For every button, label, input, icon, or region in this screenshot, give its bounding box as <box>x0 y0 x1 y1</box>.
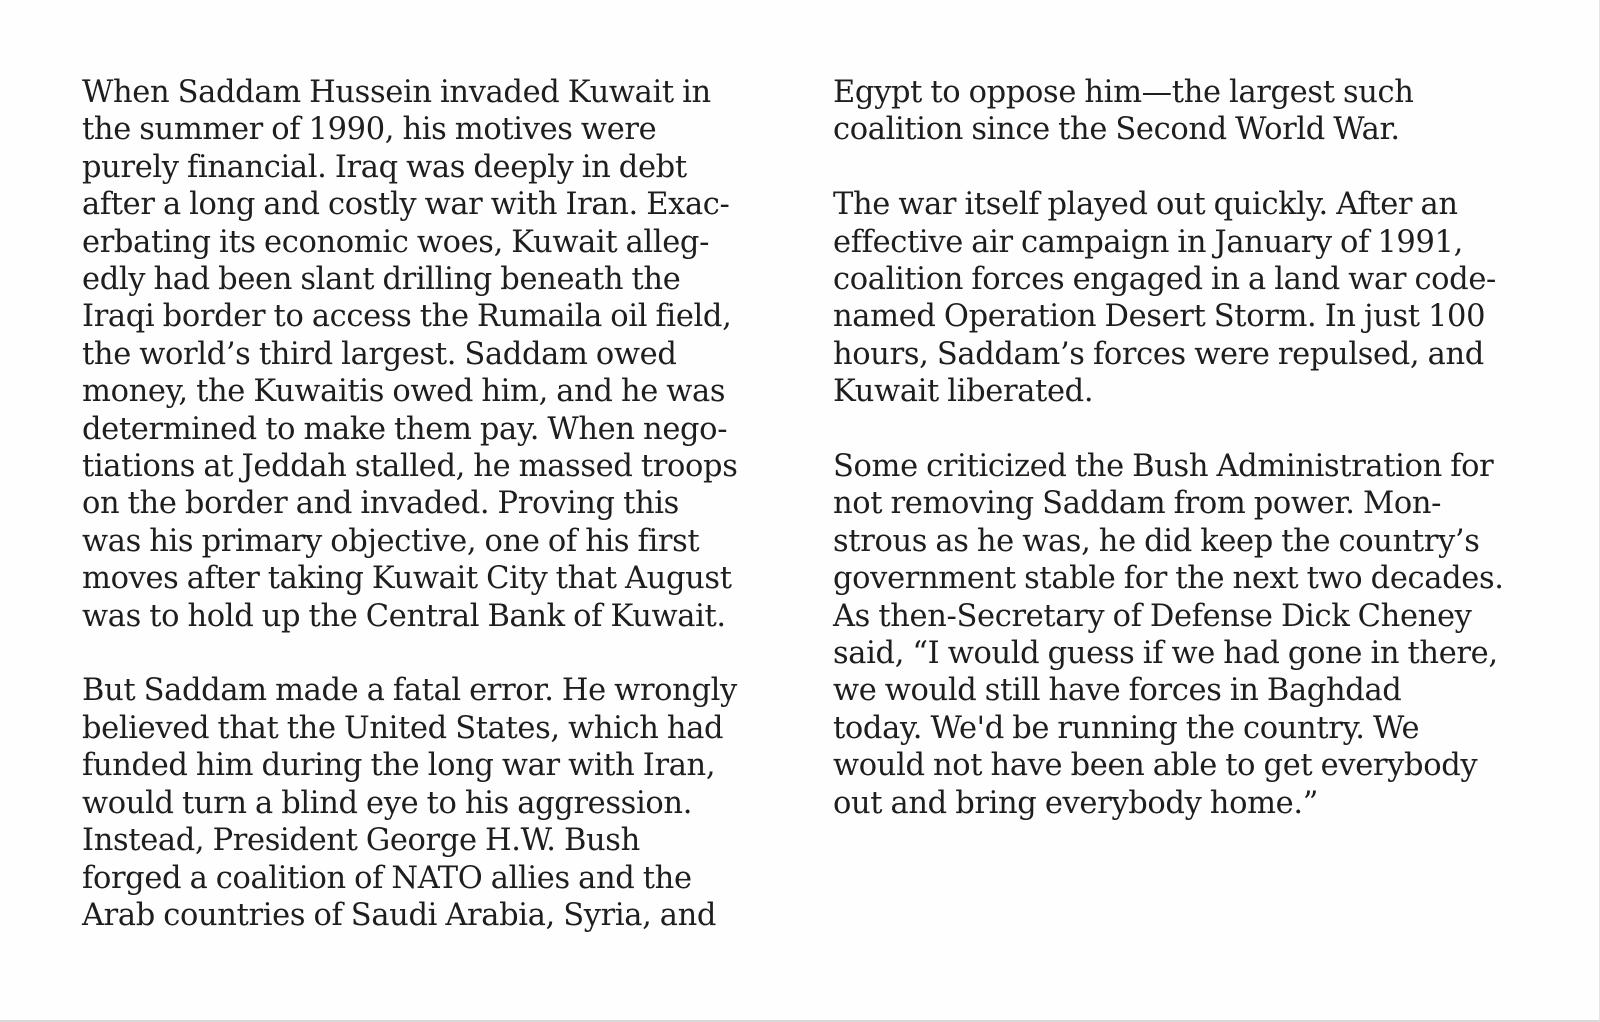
text-line: determined to make them pay. When nego- <box>82 411 728 447</box>
text-line: effective air campaign in January of 1991, <box>833 224 1463 260</box>
text-line: after a long and costly war with Iran. Exac- <box>82 187 730 223</box>
right-column <box>833 74 1573 859</box>
text-line: moves after taking Kuwait City that August <box>82 561 732 597</box>
text-line: government stable for the next two decades. <box>833 561 1504 597</box>
text-line: the world’s third largest. Saddam owed <box>82 336 677 372</box>
text-line: funded him during the long war with Iran, <box>82 748 716 784</box>
text-line: forged a coalition of NATO allies and the <box>82 860 692 896</box>
text-line: not removing Saddam from power. Mon- <box>833 486 1442 522</box>
text-line: strous as he was, he did keep the country’s <box>833 523 1480 559</box>
text-line: But Saddam made a fatal error. He wrongly <box>82 673 737 709</box>
text-line: named Operation Desert Storm. In just 100 <box>833 299 1486 335</box>
text-line: Kuwait liberated. <box>833 374 1094 410</box>
text-line: would turn a blind eye to his aggression. <box>82 785 693 821</box>
text-line: out and bring everybody home.” <box>833 785 1318 821</box>
text-line: would not have been able to get everybody <box>833 748 1478 784</box>
paragraph <box>82 74 782 635</box>
paragraph <box>833 448 1573 822</box>
text-line: Instead, President George H.W. Bush <box>82 823 640 859</box>
left-column <box>82 74 782 972</box>
paragraph <box>833 74 1573 149</box>
text-line: Egypt to oppose him—the largest such <box>833 75 1414 110</box>
text-line: The war itself played out quickly. After an <box>833 187 1458 223</box>
text-line: said, “I would guess if we had gone in there, <box>833 636 1498 672</box>
text-line: coalition since the Second World War. <box>833 112 1400 148</box>
text-line: on the border and invaded. Proving this <box>82 486 679 522</box>
text-line: hours, Saddam’s forces were repulsed, and <box>833 336 1484 372</box>
text-line: edly had been slant drilling beneath the <box>82 262 681 298</box>
text-line: was to hold up the Central Bank of Kuwait. <box>82 598 726 634</box>
text-line: believed that the United States, which had <box>82 710 724 746</box>
text-line: purely financial. Iraq was deeply in debt <box>82 149 687 185</box>
text-line: coalition forces engaged in a land war code- <box>833 262 1497 298</box>
text-line: the summer of 1990, his motives were <box>82 112 657 148</box>
text-line: Iraqi border to access the Rumaila oil field, <box>82 299 732 335</box>
text-line: today. We'd be running the country. We <box>833 710 1420 746</box>
text-line: was his primary objective, one of his first <box>82 523 700 559</box>
text-line: As then-Secretary of Defense Dick Cheney <box>833 598 1472 634</box>
paragraph <box>833 186 1573 410</box>
text-line: tiations at Jeddah stalled, he massed troops <box>82 449 738 485</box>
text-line: Arab countries of Saudi Arabia, Syria, and <box>82 897 717 933</box>
paragraph <box>82 672 782 934</box>
text-line: erbating its economic woes, Kuwait alleg- <box>82 224 710 260</box>
text-line: Some criticized the Bush Administration for <box>833 449 1494 485</box>
text-line: we would still have forces in Baghdad <box>833 673 1402 709</box>
text-line: money, the Kuwaitis owed him, and he was <box>82 374 726 410</box>
text-line: When Saddam Hussein invaded Kuwait in <box>82 75 711 110</box>
